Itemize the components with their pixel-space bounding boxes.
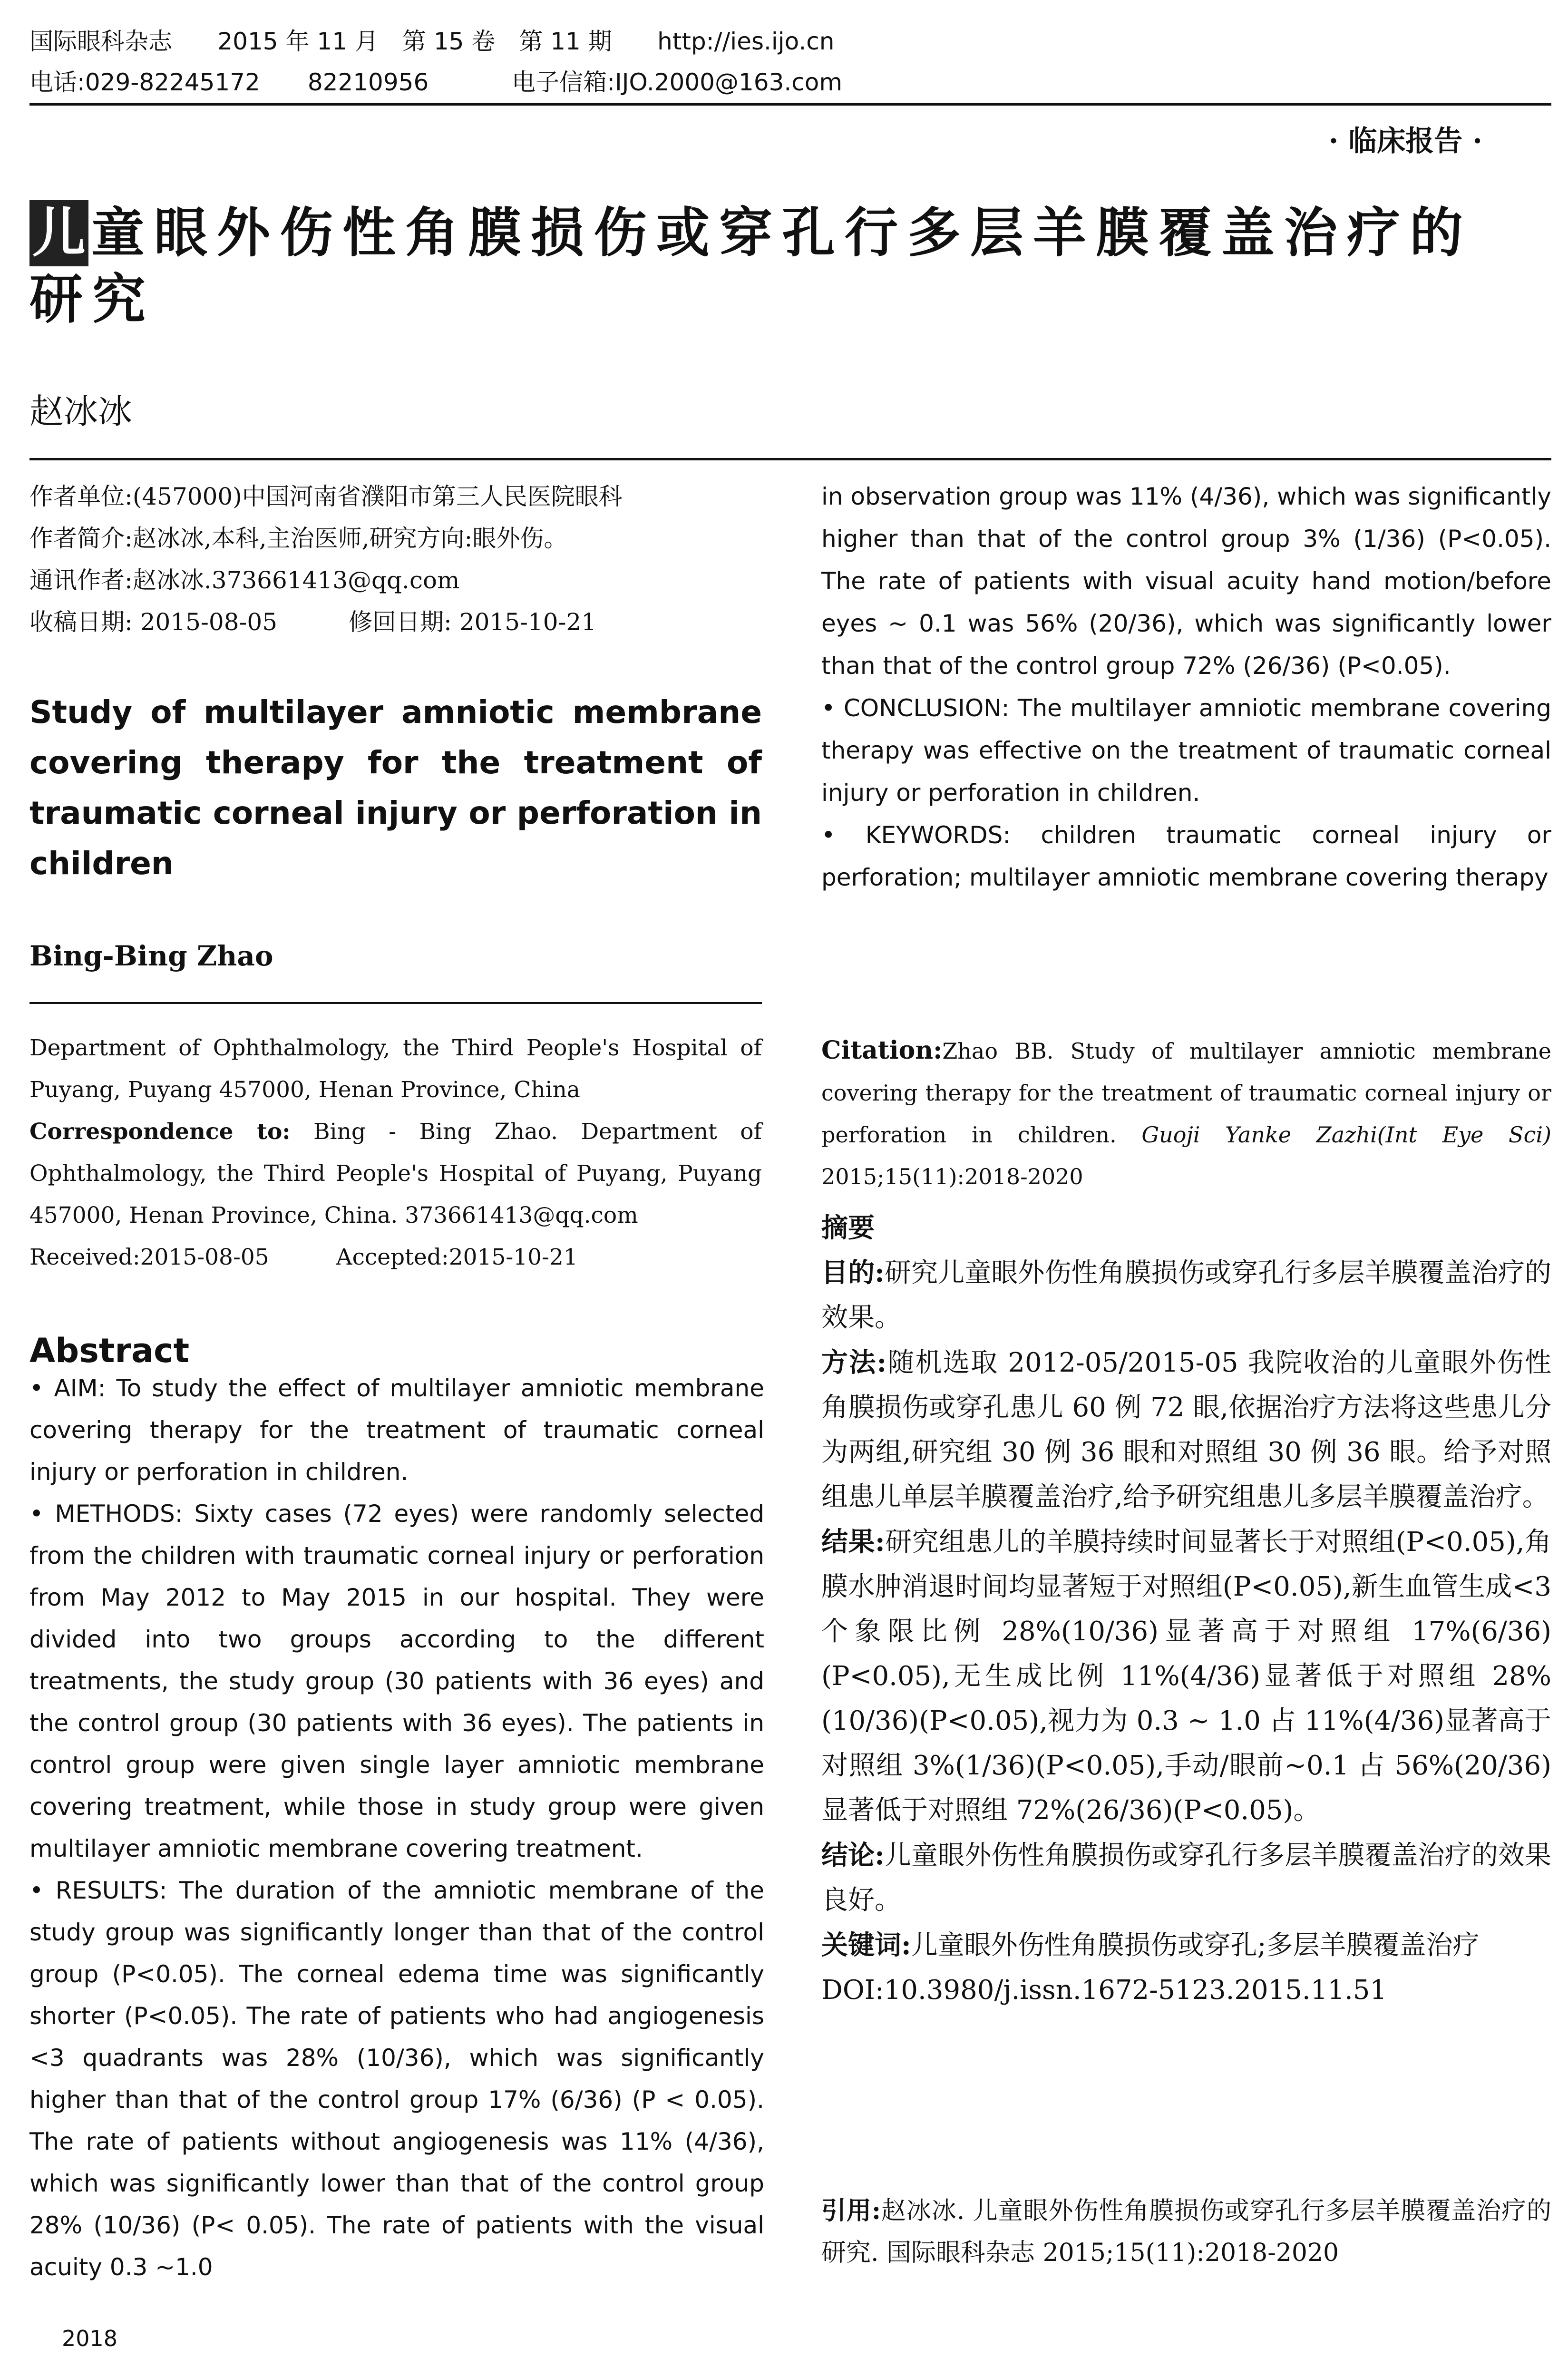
title-line1: 童眼外伤性角膜损伤或穿孔行多层羊膜覆盖治疗的 xyxy=(91,202,1472,264)
correspondence-text: Bing - Bing Zhao. Department of Ophthalmology, the Third People's Hospital of Puyang, Puyang 457000, Henan Province, China. 373661413@qq.com xyxy=(29,1119,762,1228)
corresponding-author-cn: 通讯作者:赵冰冰.373661413@qq.com xyxy=(29,566,460,594)
affiliation-block xyxy=(29,1027,762,1278)
conclusion-text: The multilayer amniotic membrane covering therapy was effective on the treatment of traumatic corneal injury or perforation in children. xyxy=(821,694,1551,807)
author-bio-cn: 作者简介:赵冰冰,本科,主治医师,研究方向:眼外伤。 xyxy=(29,525,568,552)
journal-header-line2 xyxy=(29,61,842,104)
cn-conclusion-label: 结论: xyxy=(821,1840,885,1871)
citation-ref: 2015;15(11):2018-2020 xyxy=(821,1164,1083,1189)
keywords-text: children traumatic corneal injury or perforation; multilayer amniotic membrane covering therapy xyxy=(821,821,1551,891)
citation-en xyxy=(821,1030,1551,1198)
affiliation-dept: Department of Ophthalmology, the Third People's Hospital of Puyang, Puyang 457000, Henan Province, China xyxy=(29,1035,762,1103)
english-title: Study of multilayer amniotic membrane covering therapy for the treatment of traumatic corneal injury or perforation in children xyxy=(29,694,762,882)
results-label: • RESULTS: xyxy=(29,1877,167,1904)
article-title xyxy=(29,200,1556,333)
cn-results-label: 结果: xyxy=(821,1526,885,1558)
conclusion-label: • CONCLUSION: xyxy=(821,694,1010,722)
citation-label: Citation: xyxy=(821,1036,943,1065)
aim-label: • AIM: xyxy=(29,1374,106,1402)
abstract-left-body xyxy=(29,1367,764,2288)
cn-methods-text: 随机选取 2012-05/2015-05 我院收治的儿童眼外伤性角膜损伤或穿孔患儿 60 例 72 眼,依据治疗方法将这些患儿分为两组,研究组 30 例 36 眼和对照组 30 例 36 眼。给予对照组患儿单层羊膜覆盖治疗,给予研究组患儿多层羊膜覆盖治疗。 xyxy=(821,1347,1552,1512)
keywords-label: • KEYWORDS: xyxy=(821,821,1011,849)
cn-aim-text: 研究儿童眼外伤性角膜损伤或穿孔行多层羊膜覆盖治疗的效果。 xyxy=(821,1257,1552,1333)
journal-tel: 电话:029-82245172 82210956 xyxy=(29,68,429,96)
received-accepted: Received:2015-08-05 Accepted:2015-10-21 xyxy=(29,1244,578,1270)
author-cn: 赵冰冰 xyxy=(29,391,133,431)
cn-aim-label: 目的: xyxy=(821,1257,885,1288)
cn-abstract-heading: 摘要 xyxy=(821,1212,875,1244)
methods-label: • METHODS: xyxy=(29,1500,183,1528)
title-rule xyxy=(29,458,1551,460)
title-first-char: 儿 xyxy=(29,200,88,266)
methods-text: Sixty cases (72 eyes) were randomly selected from the children with traumatic corneal injury or perforation from May 2012 to May 2015 in our hospital. They were divided into two groups according to the different treatments, the study group (30 patients with 36 eyes) and the control group (30 patients with 36 eyes). The patients in control group were given single layer amniotic membrane covering treatment, while those in study group were given multilayer amniotic membrane covering treatment. xyxy=(29,1500,765,1862)
header-rule xyxy=(29,103,1551,106)
cn-conclusion-text: 儿童眼外伤性角膜损伤或穿孔行多层羊膜覆盖治疗的效果良好。 xyxy=(821,1840,1552,1916)
citation-cn xyxy=(821,2190,1551,2274)
aim-text: To study the effect of multilayer amniotic membrane covering therapy for the treatment of traumatic corneal injury or perforation in children. xyxy=(29,1374,764,1486)
results-continued: in observation group was 11% (4/36), which was significantly higher than that of the control group 3% (1/36) (P<0.05). The rate of patients with visual acuity hand motion/before eyes ~ 0.1 was 56% (20/36), which was significantly lower than that of the control group 72% (26/36) (P<0.05). xyxy=(821,483,1551,680)
author-info-block xyxy=(29,476,771,643)
doi[interactable]: DOI:10.3980/j.issn.1672-5123.2015.11.51 xyxy=(821,1975,1387,2006)
results-text: The duration of the amniotic membrane of the study group was significantly longer than that of the control group (P<0.05). The corneal edema time was significantly shorter (P<0.05). The rate of patients who had angiogenesis <3 quadrants was 28% (10/36), which was significantly higher than that of the control group 17% (6/36) (P < 0.05). The rate of patients without angiogenesis was 11% (4/36), which was significantly lower than that of the control group 28% (10/36) (P< 0.05). The rate of patients with the visual acuity 0.3 ~1.0 xyxy=(29,1877,764,2281)
cn-keywords-label: 关键词: xyxy=(821,1929,911,1961)
journal-name: 国际眼科杂志 xyxy=(29,28,172,55)
journal-email[interactable]: 电子信箱:IJO.2000@163.com xyxy=(512,68,843,96)
title-line2: 研究 xyxy=(29,269,155,331)
cn-citation-text: 赵冰冰. 儿童眼外伤性角膜损伤或穿孔行多层羊膜覆盖治疗的研究. 国际眼科杂志 2015;15(11):2018-2020 xyxy=(821,2197,1551,2267)
cn-citation-label: 引用: xyxy=(821,2196,881,2225)
cn-results-text: 研究组患儿的羊膜持续时间显著长于对照组(P<0.05),角膜水肿消退时间均显著短于对照组(P<0.05),新生血管生成<3 个象限比例 28%(10/36)显著高于对照组 17%(6/36)(P<0.05),无生成比例 11%(4/36)显著低于对照组 28%(10/36)(P<0.05),视力为 0.3 ~ 1.0 占 11%(4/36)显著高于对照组 3%(1/36)(P<0.05),手动/眼前~0.1 占 56%(20/36)显著低于对照组 72%(26/36)(P<0.05)。 xyxy=(821,1527,1552,1826)
english-author: Bing-Bing Zhao xyxy=(29,940,273,972)
citation-text: Zhao BB. Study of multilayer amniotic membrane covering therapy for the treatment of traumatic corneal injury or perforation in children. xyxy=(821,1038,1551,1148)
journal-url[interactable]: http://ies.ijo.cn xyxy=(657,28,835,55)
dates-cn: 收稿日期: 2015-08-05 修回日期: 2015-10-21 xyxy=(29,608,597,636)
cn-abstract xyxy=(821,1206,1551,2013)
section-label: · 临床报告 · xyxy=(1328,125,1482,158)
citation-journal: Guoji Yanke Zazhi(Int Eye Sci) xyxy=(1141,1122,1551,1148)
cn-methods-label: 方法: xyxy=(821,1347,887,1378)
abstract-heading: Abstract xyxy=(29,1331,190,1370)
author-rule xyxy=(29,1002,762,1004)
journal-issue: 2015 年 11 月 第 15 卷 第 11 期 xyxy=(217,28,612,55)
correspondence-label: Correspondence to: xyxy=(29,1119,291,1145)
page-number: 2018 xyxy=(62,2326,118,2351)
abstract-right-body xyxy=(821,476,1551,899)
author-affiliation-cn: 作者单位:(457000)中国河南省濮阳市第三人民医院眼科 xyxy=(29,483,623,510)
cn-keywords-text: 儿童眼外伤性角膜损伤或穿孔;多层羊膜覆盖治疗 xyxy=(911,1930,1480,1961)
journal-header-line1 xyxy=(29,20,834,63)
